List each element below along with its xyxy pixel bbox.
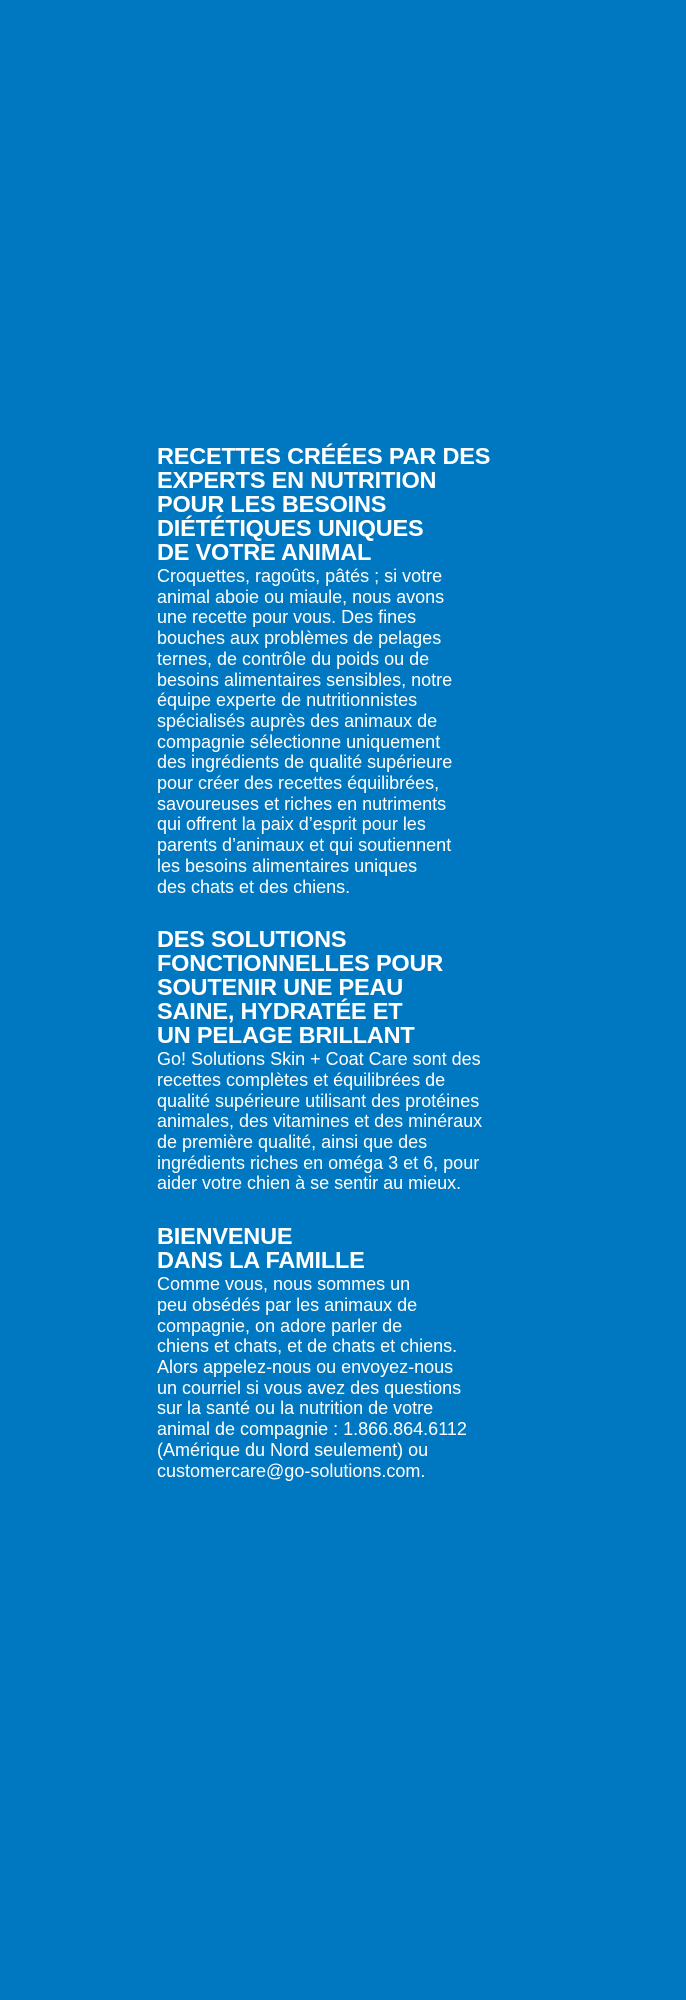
section-heading-bienvenue: BIENVENUE DANS LA FAMILLE	[157, 1223, 365, 1274]
section-body-recettes: Croquettes, ragoûts, pâtés ; si votre animal aboie ou miaule, nous avons une recette pour vous. Des fines bouches aux problèmes de pelages ternes, de contrôle du poids ou de besoins alimentaires sensibles, notre équipe experte de nutritionnistes spécialisés auprès des animaux de compagnie sélectionne uniquement des ingrédients de qualité supérieure pour créer des recettes équilibrées, savoureuses et riches en nutriments qui offrent la paix d’esprit pour les parents d’animaux et qui soutiennent les besoins alimentaires uniques des chats et des chiens.	[157, 566, 453, 897]
section-solutions	[157, 927, 557, 1194]
section-recettes	[157, 444, 557, 897]
section-heading-solutions: DES SOLUTIONS FONCTIONNELLES POUR SOUTENIR UNE PEAU SAINE, HYDRATÉE ET UN PELAGE BRILLANT	[157, 926, 444, 1049]
section-body-solutions: Go! Solutions Skin + Coat Care sont des recettes complètes et équilibrées de qualité supérieure utilisant des protéines animales, des vitamines et des minéraux de première qualité, ainsi que des ingrédients riches en oméga 3 et 6, pour aider votre chien à se sentir au mieux.	[157, 1049, 483, 1194]
section-bienvenue	[157, 1224, 557, 1481]
section-heading-recettes: RECETTES CRÉÉES PAR DES EXPERTS EN NUTRITION POUR LES BESOINS DIÉTÉTIQUES UNIQUES DE VOTRE ANIMAL	[157, 443, 491, 565]
text-column	[157, 444, 557, 1481]
section-body-bienvenue: Comme vous, nous sommes un peu obsédés par les animaux de compagnie, on adore parler de chiens et chats, et de chats et chiens. Alors appelez-nous ou envoyez-nous un courriel si vous avez des questions sur la santé ou la nutrition de votre animal de compagnie : 1.866.864.6112 (Amérique du Nord seulement) ou customercare@go-solutions.com.	[157, 1274, 467, 1481]
